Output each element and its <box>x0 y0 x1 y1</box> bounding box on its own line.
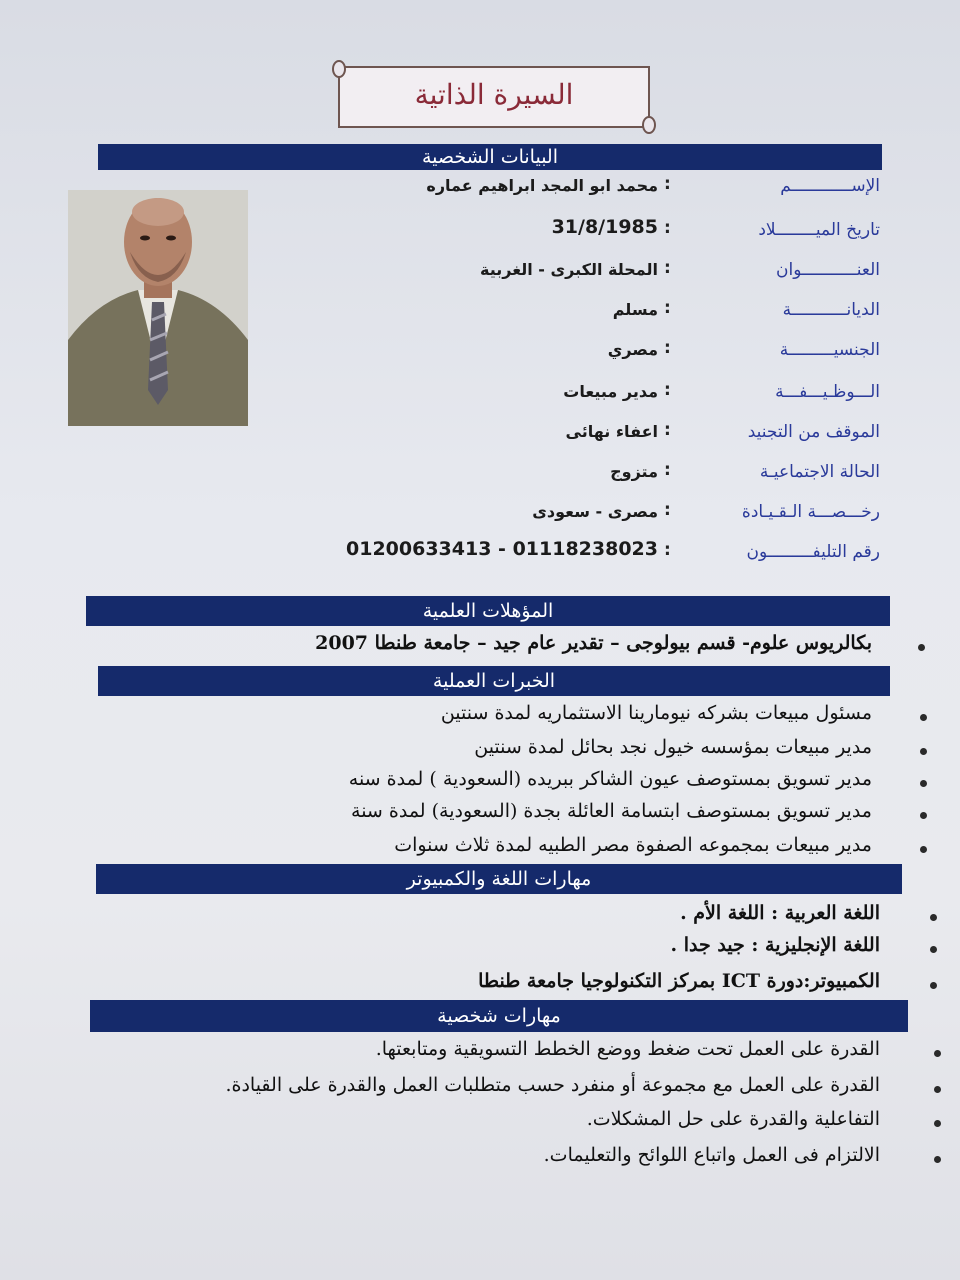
personal-label: رخـــصـــة الـقـيـادة <box>741 502 880 522</box>
bullet-icon <box>920 748 927 755</box>
list-item: مدير تسويق بمستوصف ابتسامة العائلة بجدة (السعودية) لمدة سنة <box>351 800 872 822</box>
personal-label: الإســــــــــــم <box>780 176 880 196</box>
personal-value: مدير مبيعات <box>563 382 658 401</box>
personal-label: الديانـــــــــــة <box>782 300 880 320</box>
bullet-icon <box>934 1156 941 1163</box>
section-bar-language-computer: مهارات اللغة والكمبيوتر <box>96 864 902 894</box>
scroll-curl-icon <box>642 116 656 134</box>
list-item: الالتزام فى العمل واتباع اللوائح والتعليمات. <box>543 1144 880 1166</box>
personal-label: الـــوظـيـــفـــة <box>775 382 880 402</box>
personal-label: تاريخ الميــــــــلاد <box>758 220 880 240</box>
bullet-icon <box>934 1050 941 1057</box>
bullet-icon <box>918 644 925 651</box>
bullet-icon <box>930 982 937 989</box>
colon-separator: : <box>664 174 671 194</box>
bullet-icon <box>930 914 937 921</box>
personal-label: العنـــــــــــوان <box>775 260 880 280</box>
section-bar-qualifications: المؤهلات العلمية <box>86 596 890 626</box>
list-item: مدير مبيعات بمجموعه الصفوة مصر الطبيه لمدة ثلاث سنوات <box>394 834 872 856</box>
personal-value: مسلم <box>612 300 658 319</box>
list-item: مدير مبيعات بمؤسسه خيول نجد بحائل لمدة سنتين <box>474 736 872 758</box>
list-item: القدرة على العمل مع مجموعة أو منفرد حسب متطلبات العمل والقدرة على القيادة. <box>225 1074 880 1096</box>
list-item: الكمبيوتر:دورة ICT بمركز التكنولوجيا جامعة طنطا <box>478 970 880 992</box>
list-item: مسئول مبيعات بشركه نيومارينا الاستثماريه لمدة سنتين <box>440 702 872 724</box>
bullet-icon <box>920 812 927 819</box>
page-title: السيرة الذاتية <box>414 78 574 111</box>
list-item: اللغة الإنجليزية : جيد جدا . <box>670 934 880 956</box>
colon-separator: : <box>664 380 671 400</box>
colon-separator: : <box>664 500 671 520</box>
bullet-icon <box>920 846 927 853</box>
list-item: اللغة العربية : اللغة الأم . <box>680 902 880 924</box>
personal-value: 01118238023 - 01200633413 <box>346 538 658 560</box>
list-item: مدير تسويق بمستوصف عيون الشاكر ببريده (السعودية ) لمدة سنه <box>348 768 872 790</box>
bullet-icon <box>934 1120 941 1127</box>
bullet-icon <box>934 1086 941 1093</box>
personal-value: متزوج <box>610 462 658 481</box>
colon-separator: : <box>664 218 671 238</box>
colon-separator: : <box>664 420 671 440</box>
colon-separator: : <box>664 258 671 278</box>
bullet-icon <box>920 714 927 721</box>
personal-label: الحالة الاجتماعيـة <box>759 462 880 482</box>
list-item: التفاعلية والقدرة على حل المشكلات. <box>586 1108 880 1130</box>
personal-value: 31/8/1985 <box>551 216 658 238</box>
colon-separator: : <box>664 338 671 358</box>
bullet-icon <box>920 780 927 787</box>
personal-label: رقم التليفـــــــــون <box>746 542 880 562</box>
profile-photo <box>68 190 248 426</box>
colon-separator: : <box>664 460 671 480</box>
section-bar-personal: البيانات الشخصية <box>98 144 882 170</box>
section-bar-personal-skills: مهارات شخصية <box>90 1000 908 1032</box>
bullet-icon <box>930 946 937 953</box>
personal-value: محمد ابو المجد ابراهيم عماره <box>426 176 658 195</box>
colon-separator: : <box>664 540 671 560</box>
personal-value: اعفاء نهائى <box>565 422 658 441</box>
personal-label: الموقف من التجنيد <box>747 422 880 442</box>
colon-separator: : <box>664 298 671 318</box>
list-item: بكالريوس علوم- قسم بيولوجى – تقدير عام جيد – جامعة طنطا 2007 <box>315 632 872 654</box>
list-item: القدرة على العمل تحت ضغط ووضع الخطط التسويقية ومتابعتها. <box>375 1038 880 1060</box>
personal-label: الجنسيـــــــــة <box>779 340 880 360</box>
section-bar-experience: الخبرات العملية <box>98 666 890 696</box>
personal-value: مصرى - سعودى <box>532 502 658 521</box>
personal-value: المحلة الكبرى - الغربية <box>480 260 658 279</box>
scroll-curl-icon <box>332 60 346 78</box>
person-icon <box>68 190 248 426</box>
personal-value: مصري <box>607 340 658 359</box>
title-scroll <box>338 66 650 128</box>
